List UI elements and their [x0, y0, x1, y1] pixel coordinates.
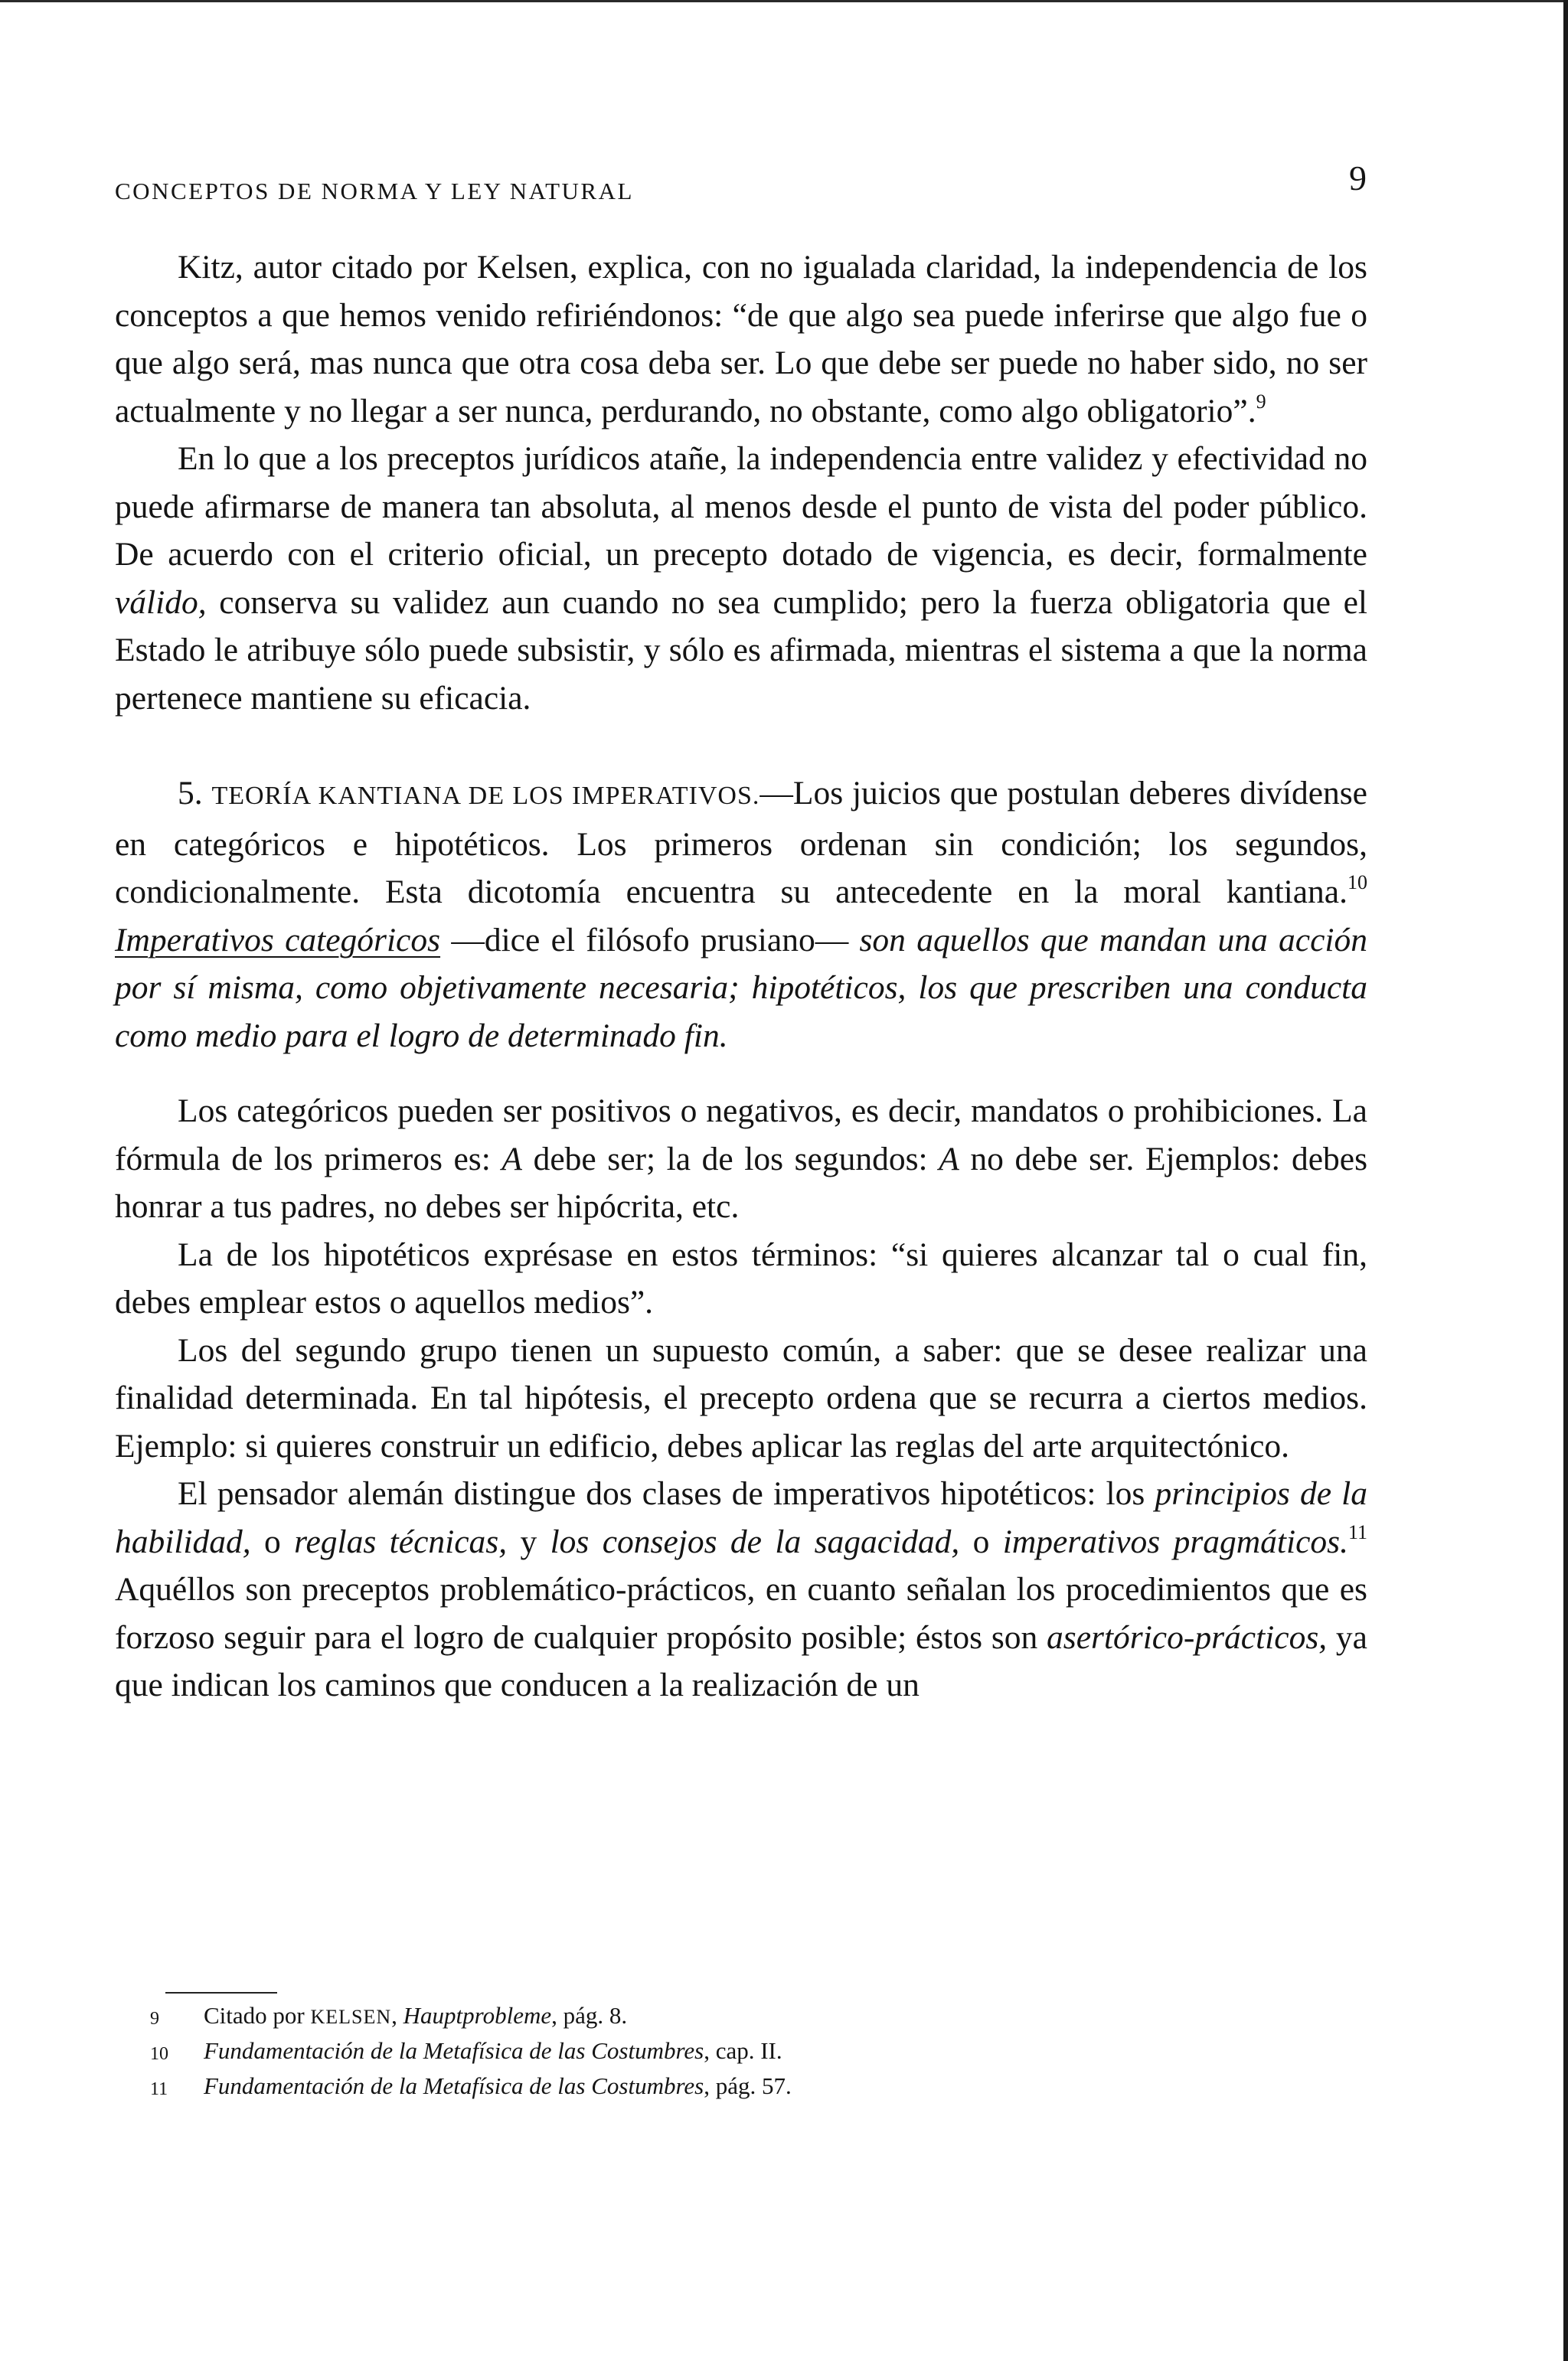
footnote-title: Hauptprobleme	[403, 2002, 552, 2029]
section-5-paragraph	[115, 769, 1367, 1060]
footnote-author: KELSEN	[310, 2006, 392, 2028]
italic-term: imperativos pragmáticos.	[1002, 1523, 1348, 1560]
footnote-part: Citado por	[204, 2002, 311, 2029]
paragraph-categoricos	[115, 1087, 1367, 1231]
footnote-mark: 11	[150, 2079, 168, 2099]
paragraph-text: ya que indican los caminos que conducen a la realización de un	[115, 1618, 1367, 1703]
footnote-title: Fundamentación de la Metafísica de las Costumbres	[204, 2072, 704, 2099]
running-header: CONCEPTOS DE NORMA Y LEY NATURAL	[115, 178, 634, 204]
footnote-10	[150, 2035, 1298, 2070]
footnote-9	[150, 2000, 1298, 2035]
paragraph-text: —dice el filósofo prusiano—	[440, 921, 860, 958]
paragraph-text: —Los juicios que postulan deberes divídense en categóricos e hipotéticos. Los primeros ordenan sin condición; los segundos, condicionalmente. Esta dicotomía encuentra su antecedente en la moral kantiana.	[115, 775, 1367, 910]
body-text	[115, 243, 1367, 1710]
page-number: 9	[1349, 158, 1367, 198]
paragraph-text: y	[507, 1523, 550, 1560]
footnote-mark: 10	[150, 2044, 168, 2064]
italic-quote: Imperativos categóricos	[115, 921, 441, 958]
paragraph-text: conserva su validez aun cuando no sea cumplido; pero la fuerza obligatoria que el Estado le atribuye sólo puede subsistir, y sólo es afirmada, mientras el sistema a que la norma pertenece mantiene su eficacia.	[115, 583, 1367, 717]
paragraph-text: Los del segundo grupo tienen un supuesto común, a saber: que se desee realizar una finalidad determinada. En tal hipótesis, el precepto ordena que se recurra a ciertos medios. Ejemplo: si quieres construir un edificio, debes aplicar las reglas del arte arquitectónico.	[115, 1331, 1367, 1465]
paragraph-validez	[115, 435, 1367, 722]
paragraph-text: debe ser; la de los segundos:	[521, 1140, 939, 1177]
footnote-text	[204, 2070, 1298, 2105]
footnote-part: , pág. 8.	[551, 2002, 628, 2029]
footnote-text	[204, 2000, 1298, 2035]
footnote-ref-10: 10	[1348, 871, 1367, 893]
footnote-part: , cap. II.	[704, 2037, 782, 2064]
footnote-title: Fundamentación de la Metafísica de las Costumbres	[204, 2037, 704, 2064]
italic-variable: A	[939, 1140, 959, 1177]
footnotes	[150, 2000, 1298, 2105]
paragraph-pensador	[115, 1470, 1367, 1710]
footnote-mark: 9	[150, 2009, 159, 2029]
italic-term: principios de la habilidad,	[115, 1475, 1367, 1560]
footnote-text	[204, 2035, 1298, 2070]
scan-border-right	[1563, 0, 1568, 2361]
section-title: TEORÍA KANTIANA DE LOS IMPERATIVOS.	[211, 782, 760, 810]
paragraph-kitz	[115, 243, 1367, 435]
footnote-ref-11: 11	[1348, 1520, 1367, 1543]
footnote-ref-9: 9	[1256, 390, 1266, 413]
footnote-part: ,	[391, 2002, 403, 2029]
italic-term: reglas técnicas,	[294, 1523, 508, 1560]
paragraph-text: Kitz, autor citado por Kelsen, explica, con no igualada claridad, la independencia de los conceptos a que hemos venido refiriéndonos: “de que algo sea puede inferirse que algo fue o que algo será, mas nunca que otra cosa deba ser. Lo que debe ser puede no haber sido, no ser actualmente y no llegar a ser nunca, perdurando, no obstante, como algo obligatorio”.	[115, 249, 1367, 429]
section-number: 5.	[178, 775, 203, 811]
scan-border-top	[0, 0, 1568, 2]
paragraph-text: Los categóricos pueden ser positivos o negativos, es decir, mandatos o prohibiciones. La fórmula de los primeros es:	[115, 1092, 1367, 1177]
italic-quote: son aquellos que mandan una acción por sí misma, como objetivamente necesaria; hipotéticos, los que prescriben una conducta como medio para el logro de determinado fin.	[115, 921, 1367, 1054]
italic-term: válido,	[115, 583, 207, 621]
paragraph-segundo-grupo	[115, 1327, 1367, 1471]
paragraph-text: o	[959, 1523, 1003, 1560]
paragraph-text: La de los hipotéticos exprésase en estos términos: “si quieres alcanzar tal o cual fin, debes emplear estos o aquellos medios”.	[115, 1236, 1367, 1321]
italic-term: asertórico-prácticos,	[1047, 1618, 1328, 1656]
italic-term: los consejos de la sagacidad,	[550, 1523, 960, 1560]
paragraph-text: En lo que a los preceptos jurídicos atañe, la independencia entre validez y efectividad no puede afirmarse de manera tan absoluta, al menos desde el punto de vista del poder público. De acuerdo con el criterio oficial, un precepto dotado de vigencia, es decir, formalmente	[115, 440, 1367, 573]
italic-variable: A	[501, 1140, 522, 1177]
paragraph-hipoteticos	[115, 1231, 1367, 1327]
footnote-part: , pág. 57.	[704, 2072, 792, 2099]
paragraph-text: El pensador alemán distingue dos clases de imperativos hipotéticos: los	[178, 1475, 1155, 1512]
paragraph-text: Aquéllos son preceptos problemático-prácticos, en cuanto señalan los procedimientos que es forzoso seguir para el logro de cualquier propósito posible; éstos son	[115, 1571, 1367, 1656]
footnote-11	[150, 2070, 1298, 2105]
footnote-separator	[165, 1992, 277, 1994]
paragraph-text: no debe ser. Ejemplos: debes honrar a tus padres, no debes ser hipócrita, etc.	[115, 1140, 1367, 1225]
paragraph-text: o	[250, 1523, 295, 1560]
